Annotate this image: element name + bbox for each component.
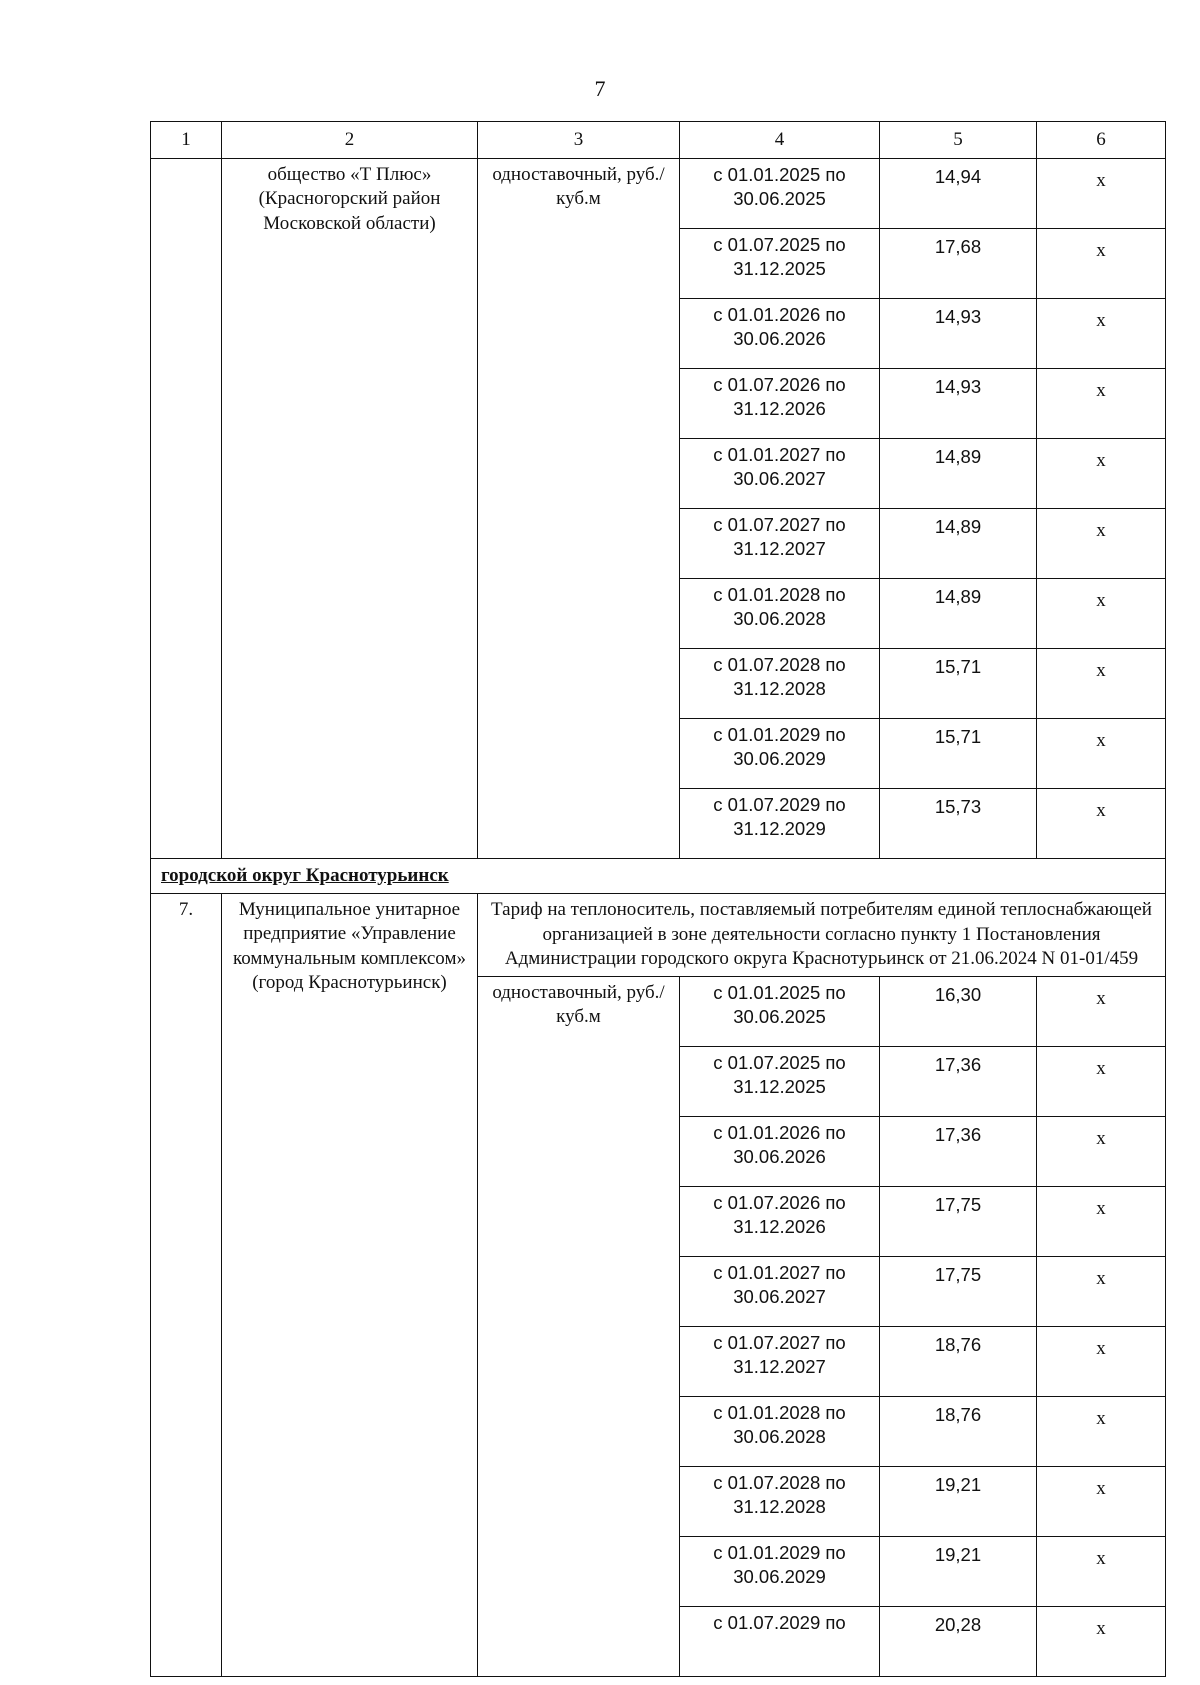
period-cell: с 01.07.2026 по 31.12.2026 <box>680 369 880 439</box>
column6-cell: х <box>1037 1257 1166 1327</box>
period-cell: с 01.07.2029 по <box>680 1607 880 1677</box>
column6-cell: х <box>1037 719 1166 789</box>
period-cell: с 01.01.2029 по 30.06.2029 <box>680 1537 880 1607</box>
column6-cell: х <box>1037 1467 1166 1537</box>
organization-name-cell: Муниципальное унитарное предприятие «Управление коммунальным комплексом» (город Краснотурьинск) <box>222 894 478 1677</box>
column6-cell: х <box>1037 1607 1166 1677</box>
tariff-value-cell: 14,89 <box>880 439 1037 509</box>
tariff-value-cell: 16,30 <box>880 977 1037 1047</box>
tariff-value-cell: 14,89 <box>880 579 1037 649</box>
period-cell: с 01.07.2029 по 31.12.2029 <box>680 789 880 859</box>
period-cell: с 01.01.2028 по 30.06.2028 <box>680 579 880 649</box>
period-cell: с 01.01.2029 по 30.06.2029 <box>680 719 880 789</box>
tariff-value-cell: 14,93 <box>880 299 1037 369</box>
column6-cell: х <box>1037 649 1166 719</box>
tariff-value-cell: 18,76 <box>880 1397 1037 1467</box>
column6-cell: х <box>1037 1047 1166 1117</box>
column6-cell: х <box>1037 1187 1166 1257</box>
column6-cell: х <box>1037 1537 1166 1607</box>
column6-cell: х <box>1037 369 1166 439</box>
table-row <box>151 159 1166 229</box>
section-row <box>151 859 1166 894</box>
tariff-type-cell: одноставочный, руб./куб.м <box>478 977 680 1677</box>
period-cell: с 01.07.2027 по 31.12.2027 <box>680 1327 880 1397</box>
period-cell: с 01.01.2028 по 30.06.2028 <box>680 1397 880 1467</box>
period-cell: с 01.07.2026 по 31.12.2026 <box>680 1187 880 1257</box>
column6-cell: х <box>1037 1327 1166 1397</box>
tariff-value-cell: 19,21 <box>880 1467 1037 1537</box>
tariff-value-cell: 17,36 <box>880 1117 1037 1187</box>
column6-cell: х <box>1037 977 1166 1047</box>
column6-cell: х <box>1037 439 1166 509</box>
column-header: 1 <box>151 122 222 159</box>
period-cell: с 01.07.2028 по 31.12.2028 <box>680 649 880 719</box>
column-header: 5 <box>880 122 1037 159</box>
column6-cell: х <box>1037 159 1166 229</box>
column-header: 2 <box>222 122 478 159</box>
page-number: 7 <box>594 76 606 101</box>
period-cell: с 01.07.2025 по 31.12.2025 <box>680 229 880 299</box>
period-cell: с 01.01.2025 по 30.06.2025 <box>680 159 880 229</box>
tariff-value-cell: 17,75 <box>880 1257 1037 1327</box>
table-row <box>151 894 1166 977</box>
tariff-value-cell: 14,94 <box>880 159 1037 229</box>
tariff-value-cell: 14,89 <box>880 509 1037 579</box>
period-cell: с 01.07.2025 по 31.12.2025 <box>680 1047 880 1117</box>
tariff-value-cell: 15,73 <box>880 789 1037 859</box>
tariff-value-cell: 17,36 <box>880 1047 1037 1117</box>
period-cell: с 01.01.2027 по 30.06.2027 <box>680 439 880 509</box>
column-header: 3 <box>478 122 680 159</box>
tariff-table <box>150 121 1166 1677</box>
period-cell: с 01.01.2027 по 30.06.2027 <box>680 1257 880 1327</box>
period-cell: с 01.07.2027 по 31.12.2027 <box>680 509 880 579</box>
column6-cell: х <box>1037 509 1166 579</box>
tariff-value-cell: 17,75 <box>880 1187 1037 1257</box>
period-cell: с 01.01.2025 по 30.06.2025 <box>680 977 880 1047</box>
section-title: городской округ Краснотурьинск <box>151 859 1166 894</box>
tariff-value-cell: 14,93 <box>880 369 1037 439</box>
tariff-value-cell: 20,28 <box>880 1607 1037 1677</box>
tariff-type-cell: одноставочный, руб./куб.м <box>478 159 680 859</box>
column6-cell: х <box>1037 789 1166 859</box>
tariff-description-cell: Тариф на теплоноситель, поставляемый потребителям единой теплоснабжающей организацией в зоне деятельности согласно пункту 1 Постановления Администрации городского округа Краснотурьинск от 21.06.2024 N 01-01/459 <box>478 894 1166 977</box>
tariff-value-cell: 19,21 <box>880 1537 1037 1607</box>
column-number-row <box>151 122 1166 159</box>
column-header: 4 <box>680 122 880 159</box>
column6-cell: х <box>1037 229 1166 299</box>
tariff-value-cell: 15,71 <box>880 719 1037 789</box>
period-cell: с 01.01.2026 по 30.06.2026 <box>680 1117 880 1187</box>
column6-cell: х <box>1037 299 1166 369</box>
column6-cell: х <box>1037 1397 1166 1467</box>
tariff-value-cell: 18,76 <box>880 1327 1037 1397</box>
tariff-value-cell: 17,68 <box>880 229 1037 299</box>
tariff-value-cell: 15,71 <box>880 649 1037 719</box>
organization-name-cell: общество «Т Плюс» (Красногорский район Московской области) <box>222 159 478 859</box>
column-header: 6 <box>1037 122 1166 159</box>
row-number-cell <box>151 159 222 859</box>
column6-cell: х <box>1037 1117 1166 1187</box>
row-number-cell: 7. <box>151 894 222 1677</box>
period-cell: с 01.07.2028 по 31.12.2028 <box>680 1467 880 1537</box>
column6-cell: х <box>1037 579 1166 649</box>
period-cell: с 01.01.2026 по 30.06.2026 <box>680 299 880 369</box>
